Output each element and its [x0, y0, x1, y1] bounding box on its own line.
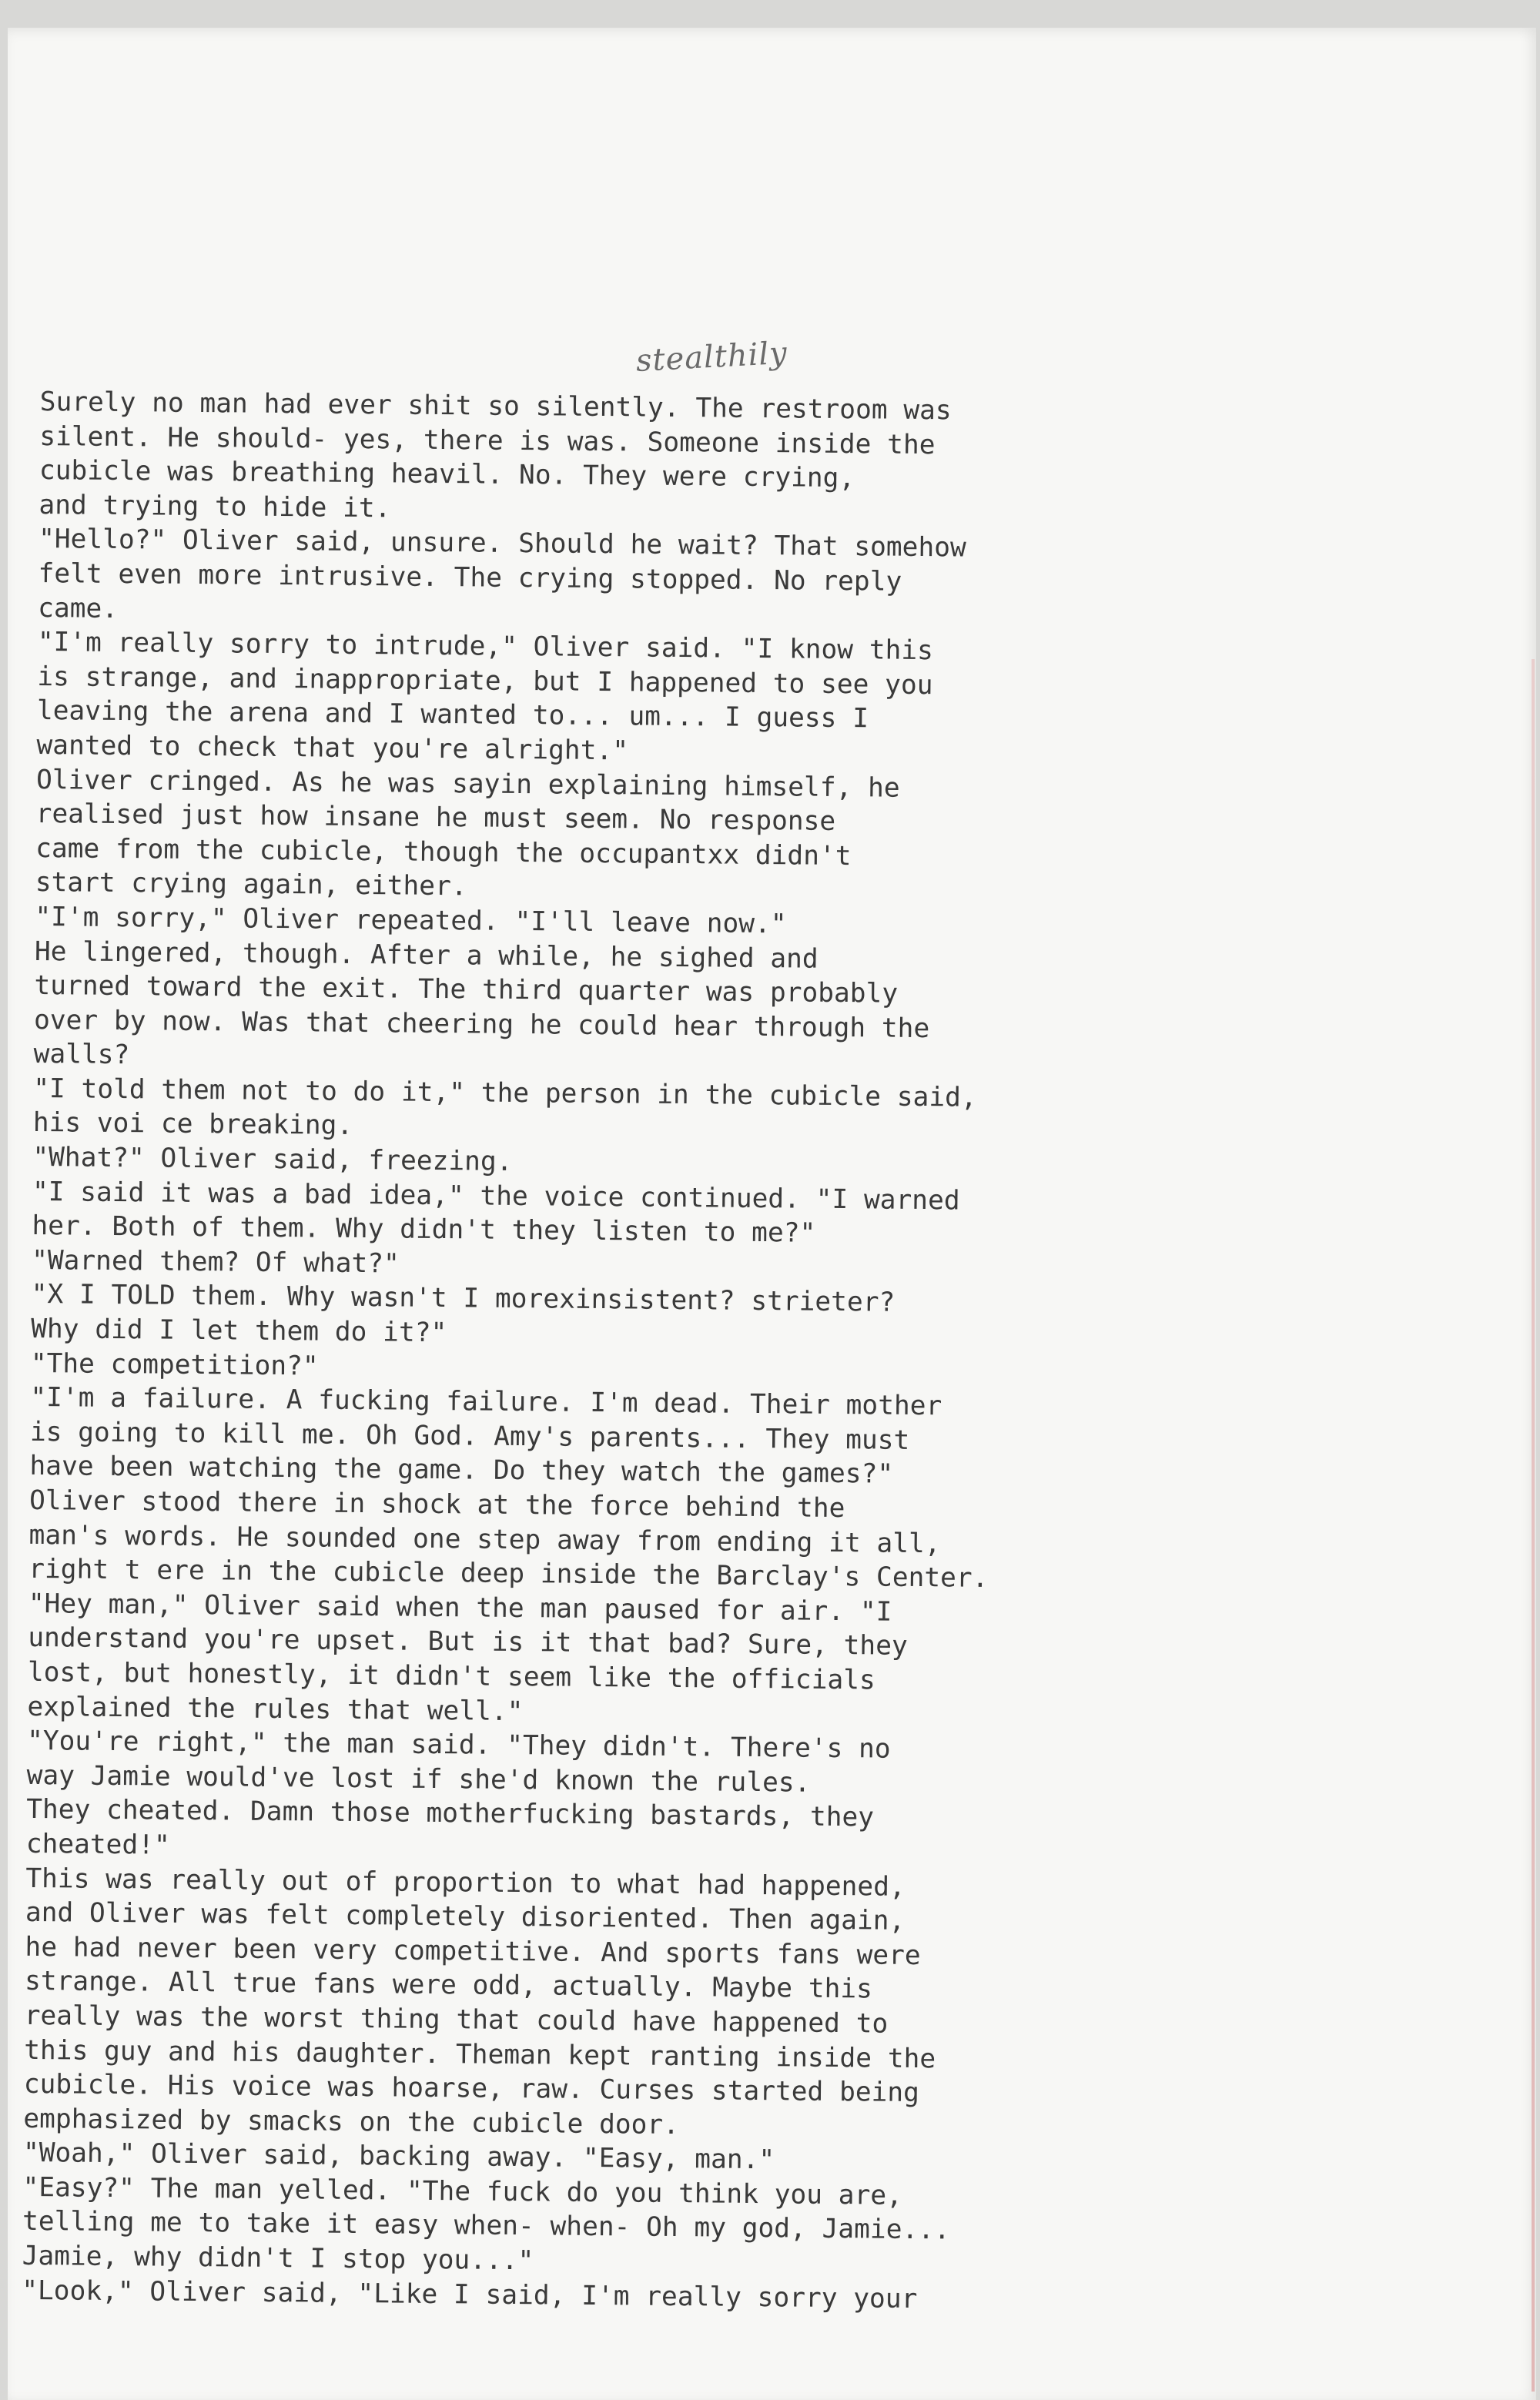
manuscript-line: her. Both of them. Why didn't they listen to me?": [32, 1210, 816, 1249]
manuscript-text: [22, 385, 1503, 2321]
manuscript-line: have been watching the game. Do they watch the games?": [29, 1451, 894, 1491]
manuscript-line: realised just how insane he must seem. No response: [35, 798, 836, 838]
manuscript-line: "I told them not to do it," the person in the cubicle said,: [33, 1073, 977, 1113]
manuscript-line: way Jamie would've lost if she'd known the rules.: [26, 1759, 811, 1799]
manuscript-line: They cheated. Damn those motherfucking bastards, they: [26, 1794, 875, 1833]
manuscript-line: walls?: [33, 1039, 130, 1071]
manuscript-line: came.: [38, 592, 119, 624]
manuscript-line: telling me to take it easy when- when- Oh my god, Jamie...: [22, 2206, 950, 2246]
handwritten-insertion: stealthily: [634, 335, 788, 379]
manuscript-line: and trying to hide it.: [38, 489, 391, 524]
manuscript-line: "I'm sorry," Oliver repeated. "I'll leave now.": [35, 901, 787, 940]
manuscript-line: turned toward the exit. The third quarter was probably: [34, 970, 899, 1009]
manuscript-line: is going to kill me. Oh God. Amy's parents... They must: [29, 1416, 910, 1456]
manuscript-line: cubicle. His voice was hoarse, raw. Curses started being: [23, 2068, 920, 2109]
manuscript-line: Oliver stood there in shock at the force behind the: [28, 1485, 845, 1525]
manuscript-line: emphasized by smacks on the cubicle door.: [23, 2103, 680, 2141]
manuscript-line: "Look," Oliver said, "Like I said, I'm really sorry your: [22, 2274, 918, 2315]
manuscript-line: cheated!": [25, 1828, 170, 1861]
manuscript-line: cubicle was breathing heavil. No. They were crying,: [38, 455, 855, 494]
manuscript-line: explained the rules that well.": [27, 1691, 524, 1727]
manuscript-line: really was the worst thing that could have happened to: [24, 2000, 889, 2040]
manuscript-line: his voi ce breaking.: [32, 1107, 353, 1142]
manuscript-line: "What?" Oliver said, freezing.: [32, 1142, 513, 1177]
manuscript-line: He lingered, though. After a while, he sighed and: [34, 936, 819, 975]
page-edge-mark: [1532, 659, 1535, 2392]
manuscript-line: This was really out of proportion to what had happened,: [25, 1863, 906, 1903]
manuscript-line: leaving the arena and I wanted to... um... I guess I: [36, 695, 869, 735]
manuscript-line: "I'm a failure. A fucking failure. I'm dead. Their mother: [30, 1382, 942, 1422]
manuscript-line: start crying again, either.: [35, 867, 467, 902]
manuscript-line: "Woah," Oliver said, backing away. "Easy, man.": [22, 2137, 775, 2176]
manuscript-line: and Oliver was felt completely disoriented. Then again,: [25, 1897, 906, 1936]
manuscript-line: felt even more intrusive. The crying stopped. No reply: [38, 557, 902, 597]
manuscript-line: "Hello?" Oliver said, unsure. Should he wait? That somehow: [38, 524, 966, 564]
manuscript-line: understand you're upset. But is it that bad? Sure, they: [28, 1622, 908, 1662]
manuscript-line: Surely no man had ever shit so silently. The restroom was: [39, 386, 952, 427]
manuscript-line: silent. He should- yes, there is was. Someone inside the: [39, 420, 936, 460]
manuscript-line: is strange, and inappropriate, but I happened to see you: [37, 661, 933, 701]
manuscript-line: "X I TOLD them. Why wasn't I morexinsistent? strieter?: [31, 1279, 896, 1319]
manuscript-line: "You're right," the man said. "They didn't. There's no: [26, 1726, 891, 1765]
manuscript-line: Oliver cringed. As he was sayin explaining himself, he: [35, 764, 900, 804]
manuscript-line: "Easy?" The man yelled. "The fuck do you think you are,: [22, 2171, 903, 2211]
manuscript-line: "The competition?": [30, 1347, 319, 1382]
manuscript-line: over by now. Was that cheering he could hear through the: [33, 1004, 930, 1044]
manuscript-line: "I said it was a bad idea," the voice continued. "I warned: [32, 1176, 960, 1217]
manuscript-line: came from the cubicle, though the occupantxx didn't: [35, 832, 852, 872]
manuscript-line: this guy and his daughter. Theman kept ranting inside the: [24, 2034, 936, 2074]
manuscript-line: "I'm really sorry to intrude," Oliver said. "I know this: [37, 627, 934, 667]
manuscript-line: "Warned them? Of what?": [31, 1244, 400, 1280]
manuscript-line: lost, but honestly, it didn't seem like the officials: [27, 1656, 875, 1696]
manuscript-line: "Hey man," Oliver said when the man paused for air. "I: [28, 1588, 892, 1628]
manuscript-line: Jamie, why didn't I stop you...": [22, 2240, 534, 2277]
manuscript-line: he had never been very competitive. And sports fans were: [25, 1931, 921, 1971]
manuscript-line: wanted to check that you're alright.": [36, 729, 629, 767]
manuscript-line: man's words. He sounded one step away from ending it all,: [28, 1519, 941, 1559]
manuscript-line: Why did I let them do it?": [31, 1313, 447, 1349]
manuscript-line: strange. All true fans were odd, actually. Maybe this: [24, 1966, 873, 2005]
manuscript-line: right t ere in the cubicle deep inside the Barclay's Center.: [28, 1554, 989, 1595]
